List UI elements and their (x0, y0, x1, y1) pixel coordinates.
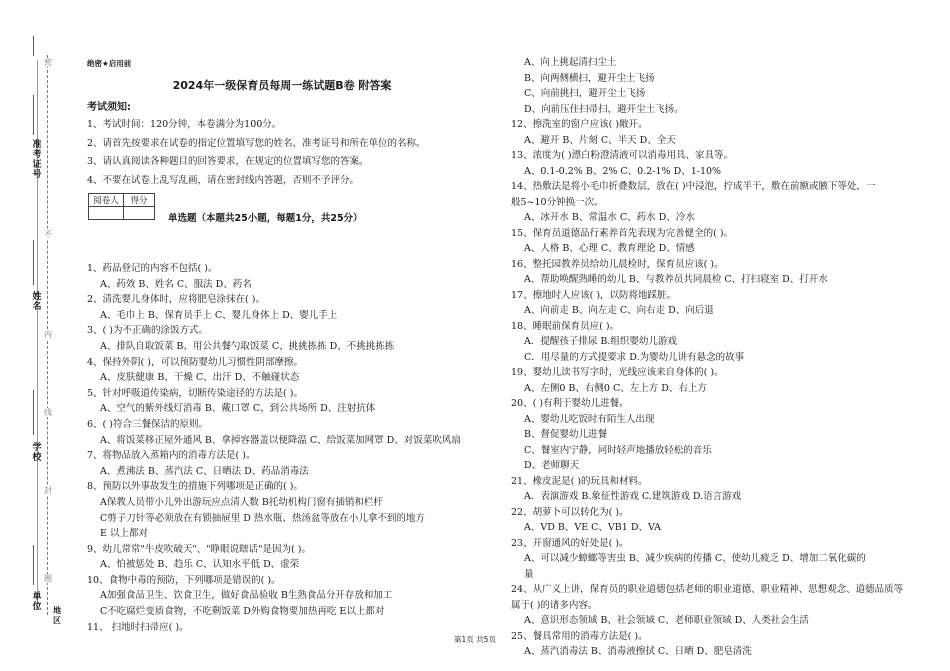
question-text: 9、幼儿常常"牛皮吹破天"、"睁眼说瞎话"是因为( )。 (87, 543, 311, 555)
notice-heading: 考试须知: (87, 102, 131, 113)
answer-options: C．用尽量的方式提要求 D.为婴幼儿讲有悬念的故事 (524, 351, 745, 363)
question-text: 10、食物中毒的预防，下列哪项是错误的( )。 (87, 574, 281, 586)
question-text: 3、( )为不正确的涂饭方式。 (87, 325, 208, 337)
section-title: 单选题（本题共25小题，每题1分，共25分） (168, 213, 363, 224)
fill-line (33, 545, 34, 585)
answer-options: A、人格 B、心理 C、教育理论 D、情感 (524, 243, 695, 254)
answer-options: A、皮肤健康 B、干燥 C、出汗 D、不触碰状态 (100, 372, 300, 384)
notice-item: 2、请首先按要求在试卷的指定位置填写您的姓名、准考证号和所在单位的名称。 (87, 137, 426, 149)
question-text: 1、药品登记的内容不包括( )。 (87, 263, 218, 274)
question-text: 属于( )的诸多内容。 (511, 599, 598, 611)
fill-line (33, 95, 34, 135)
question-text: 20、( )有利于婴幼儿进餐。 (511, 398, 629, 409)
notice-item: 4、不要在试卷上乱写乱画，请在密封线内答题，否则不予评分。 (87, 174, 360, 186)
question-text: 24、从广义上讲，保育员的职业道德包括老师的职业道德、职业精神、思想观念、道德品质等 (511, 584, 904, 595)
secret-mark: 绝密★启用前 (87, 59, 132, 68)
score-label: 得分 (124, 194, 155, 207)
question-text: 18、睡眠前保育员应( )。 (511, 320, 620, 332)
question-text: 11、 扫地时扫帚应( )。 (87, 621, 189, 633)
notice-list (87, 116, 477, 190)
answer-options: C、向前挑扫，避开尘土飞扬 (524, 88, 646, 99)
question-text: 17、擦地时人应该( )，以防将地踩脏。 (511, 289, 677, 301)
binding-margin (0, 0, 62, 671)
question-text: 19、婴幼儿读书写字时，光线应该来自身体的( )。 (511, 367, 724, 378)
page-title: 2024年一级保育员每周一练试题B卷 附答案 (172, 79, 392, 92)
answer-options: A、药效 B、姓名 C、服法 D、药名 (100, 278, 252, 290)
name-label: 姓名 (32, 292, 42, 312)
answer-options: A、帮助唤醒熟睡的幼儿 B、与教养员共同晨检 C、打扫寝室 D、打开水 (524, 274, 828, 285)
notice-item: 3、请认真阅读各种题目的回答要求，在规定的位置填写您的答案。 (87, 156, 369, 168)
fill-line (33, 390, 34, 435)
answer-options: E 以上都对 (100, 528, 148, 540)
question-text: 8、预防以外事故发生的措施下列哪项是正确的( )。 (87, 481, 303, 493)
answer-options: A、蒸汽消毒法 B、消毒液擦拭 C、日晒 D、肥皂清洗 (524, 646, 752, 657)
question-text: 21、橡皮泥是( )的玩具和材料。 (511, 475, 648, 487)
score-box (88, 193, 155, 220)
answer-options: B、向两侧横扫，避开尘土飞扬 (524, 72, 655, 84)
question-text: 7、将物品放入蒸箱内的消毒方法是( )。 (87, 450, 256, 462)
answer-options: C剪子刀针等必须放在有锁抽屉里 D 热水瓶、热汤盆等放在小儿拿不到的地方 (100, 512, 425, 524)
question-text: 5、针对呼吸道传染病，切断传染途径的方法是( )。 (87, 387, 303, 399)
answer-options: A、向上挑起清扫尘土 (524, 57, 617, 68)
fill-line (33, 240, 34, 285)
question-text: 12、擦洗室的窗户应该( )敞开。 (511, 119, 648, 130)
question-text: 25、餐具常用的消毒方法是( )。 (511, 630, 648, 642)
answer-options: A、婴幼儿吃饭时有陌生人出现 (524, 413, 655, 425)
school-label: 学校 (32, 443, 42, 463)
answer-options: A、毛巾上 B、保育员手上 C、婴儿身体上 D、婴儿手上 (100, 309, 338, 321)
answer-options: A保教人员带小儿外出游玩应点清人数 B托幼机构门窗有插销和栏杆 (100, 496, 383, 508)
seal-char: 内 (44, 330, 52, 339)
question-text: 2、清洗婴儿身体时，应将肥皂涂抹在( )。 (87, 294, 265, 306)
page-footer: 第1页 共5页 (454, 635, 496, 644)
question-text: 14、热敷法是将小毛巾折叠数层，放在( )中浸泡，拧成半干，敷在前额或腋下等处，一 (511, 181, 876, 192)
reviewer-label: 阅卷人 (89, 194, 124, 207)
question-list-left (87, 261, 477, 635)
notice-item: 1、考试时间：120分钟，本卷满分为100分。 (87, 119, 282, 130)
question-text: 15、保育员道德品行素养首先表现为完善健全的( )。 (511, 227, 734, 239)
answer-options: A、冰开水 B、常温水 C、药水 D、冷水 (524, 212, 695, 223)
answer-options: A、怕被惩处 B、趋乐 C、认知水平低 D、虚荣 (100, 559, 300, 571)
answer-options: 量 (524, 568, 534, 580)
answer-options: A．表演游戏 B.象征性游戏 C.建筑游戏 D.语言游戏 (524, 491, 742, 502)
region-label: 地区 (53, 606, 61, 625)
fill-line (33, 36, 34, 56)
question-list-right (511, 55, 906, 660)
answer-options: D、老师聊天 (524, 460, 580, 471)
seal-char: 封 (44, 486, 52, 495)
answer-options: C、餐室内宁静，同时轻声地播放轻松的音乐 (524, 444, 712, 456)
question-text: 般5~10分钟换一次。 (511, 196, 604, 208)
answer-options: D、向前压住扫帚扫，避开尘土飞扬。 (524, 103, 684, 115)
answer-options: A、向前走 B、向左走 C、向右走 D、向后退 (524, 305, 714, 316)
answer-options: A、意识形态领域 B、社会领域 C、老师职业领域 D、人类社会生活 (524, 615, 809, 626)
answer-options: A、煮沸法 B、蒸汽法 C、日晒法 D、药品消毒法 (100, 465, 309, 477)
answer-options: A、排队自取饭菜 B、用公共餐勺取饭菜 C、挑挑拣拣 D、不挑挑拣拣 (100, 340, 395, 352)
answer-options: A、将饭菜移正屋外通风 B、拿掉容器盖以便降温 C、给饭菜加网罩 D、对饭菜吹风扇 (100, 434, 461, 446)
question-text: 22、胡萝卜可以转化为( )。 (511, 506, 629, 518)
answer-options: A、VD B、VE C、VB1 D、VA (524, 522, 662, 533)
answer-options: A、空气的紫外线灯消毒 B、戴口罩 C、到公共场所 D、注射抗体 (100, 403, 376, 415)
answer-options: A加强食品卫生、饮食卫生，做好食品验收 B生熟食品分开存放和加工 (100, 590, 393, 602)
answer-options: A、0.1-0.2% B、2% C、0.2-1% D、1-10% (524, 165, 722, 177)
unit-label: 单位 (32, 592, 42, 612)
question-text: 23、开窗通风的好处是( )。 (511, 537, 629, 549)
question-text: 13、浓度为( )漂白粉澄清液可以消毒用具、家具等。 (511, 150, 734, 161)
reviewer-cell[interactable] (89, 207, 124, 220)
answer-options: A．提醒孩子排尿 B.组织婴幼儿游戏 (524, 336, 677, 347)
seal-char: 密 (44, 58, 52, 67)
question-text: 4、保持外阴( )，可以预防婴幼儿习惯性阴部摩擦。 (87, 356, 303, 368)
answer-options: A、避开 B、片刻 C、半天 D、全天 (524, 134, 676, 146)
answer-options: C不吃腐烂变质食物，不吃剩饭菜 D外购食物要加热再吃 E以上都对 (100, 606, 385, 618)
question-text: 16、整托园教养员给幼儿晨检时，保育员应该( )。 (511, 258, 724, 270)
answer-options: A、左侧0 B、右侧0 C、左上方 D、右上方 (524, 382, 707, 394)
answer-options: A、可以减少蟑螂等害虫 B、减少疾病的传播 C、使幼儿疲乏 D、增加二氧化碳的 (524, 553, 866, 564)
answer-options: B、督促婴幼儿进餐 (524, 429, 607, 440)
seal-char: 圈 (44, 574, 52, 583)
question-text: 6、( )符合三餐保洁的原则。 (87, 418, 208, 430)
seal-char: 线 (44, 408, 52, 417)
score-cell[interactable] (124, 207, 155, 220)
exam-number-label: 准考证号 (32, 140, 42, 180)
seal-char: 不 (44, 230, 52, 239)
